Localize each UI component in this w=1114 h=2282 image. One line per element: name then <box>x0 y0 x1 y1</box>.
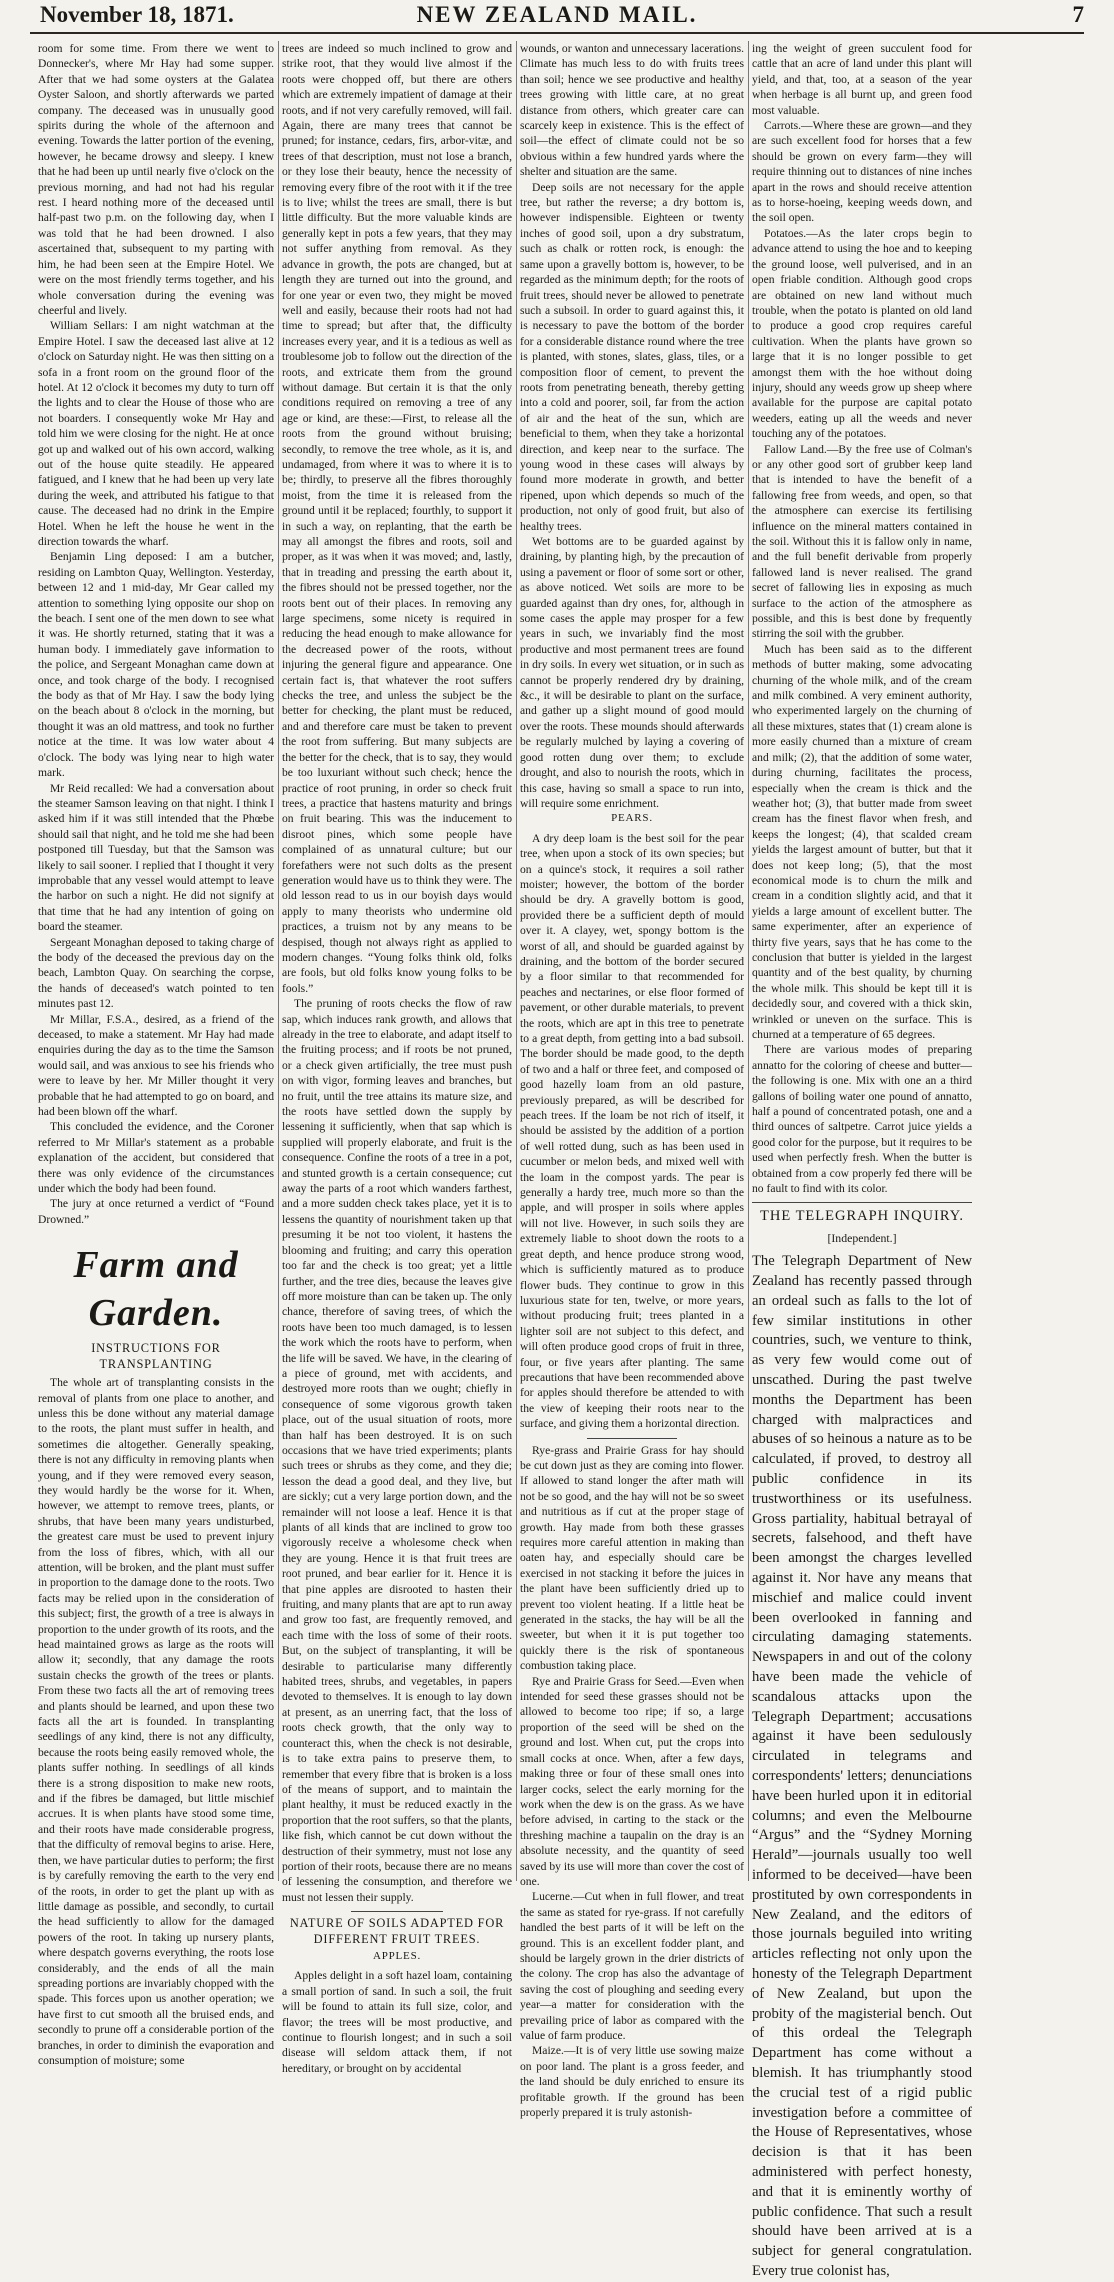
article-heading-transplanting: INSTRUCTIONS FOR TRANSPLANTING <box>91 1341 221 1371</box>
farm-note-paragraph: Rye and Prairie Grass for Seed.—Even when intended for seed these grasses should not be allowed to become too ripe; if so, a large proportion of the seed will be shed on the ground and lost. When cut, put the crops into small cocks at once. When, after a few days, making three or four of these small ones into larger cocks, select the early morning for the work when the dew is on the grass. As we have before advised, in carting to the stack or the threshing machine a taupalin on the dray is an absolute necessity, and the quantity of seed saved by its use will more than cover the cost of one. <box>520 1674 744 1888</box>
inquest-paragraph: Mr Reid recalled: We had a conversation about the steamer Samson leaving on that night. I think I asked him if it was still intended that the Phœbe should sail that night, and he told me she had been postponed till Tuesday, but that the Samson was likely to sail sooner. I replied that I thought it very improbable that any vessel would attempt to leave the harbor on such a night. He did not signify at that time that he had any intention of going on board the steamer. <box>38 781 274 934</box>
newspaper-title: NEW ZEALAND MAIL. <box>416 2 698 27</box>
farm-note-paragraph: Potatoes.—As the later crops begin to advance attend to using the hoe and to keeping the ground loose, well pulverised, and in an open friable condition. Although good crops are obtained on new land without much trouble, when the potato is planted on old land to produce a good crop requires careful cultivation. When the plants have grown so large that it is no longer possible to get amongst them with the hoe without doing injury, should any weeds grow up sheep where available for the purpose are capital potato weeders, eating up all the weeds and never touching any of the potatoes. <box>752 226 972 441</box>
divider <box>752 1202 972 1203</box>
farm-note-paragraph: Maize.—It is of very little use sowing maize on poor land. The plant is a gross feeder, and the land should be duly enriched to ensure its profitable growth. If the ground has been properly prepared it is truly astonish- <box>520 2044 744 2120</box>
article-paragraph: The whole art of transplanting consists in the removal of plants from one place to another, and unless this be done without any material damage to the roots, the plant must suffer in health, and sometimes die altogether. Generally speaking, there is not any difficulty in removing plants when young, and if they were removed every season, they would hardly be the worse for it. When, however, we attempt to remove trees, plants, or shrubs, that have been many years undisturbed, the greatest care must be used to prevent injury from the loss of fibres, which, with all our attention, will be broken, and the plant must suffer in proportion to the damage done to the roots. Two facts may be relied upon in the consideration of this subject; first, the growth of a tree is always in proportion to the under growth of its roots, and the head maintained grows as large as the roots will allow it; secondly, that any damage the roots sustain checks the growth of the trees or plants. From these two facts all the art of removing trees and plants should be learned, and upon these two facts all the art is founded. In transplanting seedlings of any kind, there is not any difficulty, because the roots being easily removed whole, the plants suffer nothing. In seedlings of all kinds there is a strong disposition to make new roots, and if the fibres be damaged, but little mischief accrues. It is when plants have stood some time, and their roots have made considerable progress, that the difficulty of removal begins to arise. Here, then, we have particular duties to perform; the first is by carefully removing the earth to the very end of the roots, in order to get the plant up with as little damage as possible, and secondly, to curtail the head sufficiently to allow for the damaged powers of the root. In taking up nursery plants, where despatch governs everything, the roots lose considerably, and the ends of all the main spreading portions are invariably chopped with the spade. This forces upon us another operation; we have first to cut smooth all the bruised ends, and secondly to prune off a considerable portion of the branches, in order to diminish the evaporation and consumption of moisture; some <box>38 1376 274 2067</box>
divider <box>587 1438 677 1439</box>
column-2 <box>282 41 512 2075</box>
divider <box>351 1911 443 1912</box>
column-rule <box>516 41 517 1881</box>
article-heading-soils: NATURE OF SOILS ADAPTED FOR DIFFERENT FRUIT TREES. <box>289 1916 505 1946</box>
article-paragraph: The pruning of roots checks the flow of raw sap, which induces rank growth, and allows that already in the tree to elaborate, and adapt itself to the fruiting process; and if roots be not pruned, or a check given artificially, the tree must push on with vigor, forming leaves and branches, but no fruit, until the tree attains its mature size, and the roots have settled down the supply by lessening it sufficiently, when that sap which is supplied will properly elaborate, and fruit is the consequence. Confine the roots of a tree in a pot, and stunted growth is a certain consequence; cut away the parts of a root which wanders farthest, and a more sudden check takes place, yet it is to lessens the quantity of nourishment taken up that presuming it be not too violent, it hastens the blooming and fruiting; and carry this operation too far and the check is too great; yet a little further, and the tree dies, because the leaves give off more moisture than can be taken up. The only chance, therefore of saving trees, of which the roots have been too much damaged, is to lessen the work which the roots have to perform, when the life will be saved. We have, in the clearing of a piece of ground, met with accidents, and destroyed more roots than we ought; chiefly in consequence of some vigorous growth taken place, out of the usual situation of roots, more than half has been destroyed. It is on such occasions that we have tried experiments; plants such trees or shrubs as they come, and they die; lesson the dead a good deal, and they live, but are sickly; cut a very large portion down, and the remainder will not loose a leaf. Hence it is that plants of all kinds that are inclined to grow too vigorously receive a wholesome check when they are young. Hence it is that fruit trees are root pruned, and bear earlier for it. Hence it is that pine apples are disrooted to hasten their fruiting, and many plants that are apt to run away and grow too fast, are frequently removed, and each time with the loss of some of their roots. But, on the subject of transplanting, it will be desirable to particularise many differently habited trees, shrubs, and vegetables, in papers devoted to themselves. It is enough to lay down at present, as an unerring fact, that the loss of roots check growth, that the only way to counteract this, when the check is not desirable, is to take extra pains to preserve them, to remember that every fibre that is broken is a loss of the means of support, and to maintain the plant healthy, it must be reduced exactly in the proportion that the root suffers, so that the plants, like fish, which cannot be cut down without the destruction of their symmetry, must not lose any portion of their roots, because there are no means of lessening the consumption, and therefore we must not lessen their supply. <box>282 997 512 1904</box>
inquest-verdict: The jury at once returned a verdict of “Found Drowned.” <box>38 1197 274 1226</box>
telegraph-paragraph: The Telegraph Department of New Zealand has recently passed through an ordeal such as falls to the lot of few similar institutions in other countries, such, we venture to think, as very few would come out of unscathed. During the past twelve months the Department has been charged with malpractices and abuses of so heinous a nature as to be calculated, if proved, to destroy all public confidence in its trustworthiness or its usefulness. Gross partiality, habitual betrayal of secrets, falsehood, and theft have been amongst the charges levelled against it. Nor have any means that mischief and malice could invent been overlooked in fanning and circulating damaging statements. Newspapers in and out of the colony have been made the vehicle of scandalous attacks upon the Telegraph Department; accusations against it have been sedulously circulated in telegrams and correspondents' letters; denunciations have been hurled upon it in editorial columns; and even the Melbourne “Argus” and the “Sydney Morning Herald”—journals usually too well informed to be deceived—have been prostituted by own correspondents in New Zealand, and the editors of those journals beguiled into writing articles reflecting not only upon the honesty of the Telegraph Department of New Zealand, but upon the probity of the magisterial bench. Out of this ordeal the Telegraph Department has come without a blemish. It has triumphantly stood the crucial test of a rigid public investigation before a committee of the House of Representatives, whose decision is that it has been administered with perfect honesty, and that it is eminently worthy of public confidence. That such a result should have been arrived at is a subject for general congratulation. Every true colonist has, <box>752 1253 972 2279</box>
inquest-paragraph: room for some time. From there we went to Donnecker's, where Mr Hay had some supper. After that we had some oysters at the Galatea Oyster Saloon, and shortly afterwards we parted company. The deceased was in unusually good spirits during the whole of the afternoon and evening. Towards the latter portion of the evening, however, he became drowsy and sleepy. I knew that he had been up until nearly five o'clock on the previous morning, and had not had his regular rest. I heard nothing more of the deceased until half-past two p.m. on the following day, when I was told that he had been drowned. I also ascertained that, subsequent to my parting with him, he had been seen at the Empire Hotel. We were on the most friendly terms together, and his whole conversation during the evening was cheerful and lively. <box>38 42 274 317</box>
inquest-paragraph: Mr Millar, F.S.A., desired, as a friend of the deceased, to make a statement. Mr Hay had made enquiries during the day as to the time the Samson would sail, and was anxious to see his friends who were to leave by her. Mr Miller thought it very probable that he had attempted to go on board, and had been blown off the wharf. <box>38 1012 274 1119</box>
farm-note-paragraph: Much has been said as to the different methods of butter making, some advocating churning of the whole milk, and of the cream and milk combined. A very eminent authority, who experimented largely on the churning of all these mixtures, states that (1) cream alone is more easily churned than a mixture of cream and milk; (2), that the addition of some water, during churning, facilitates the process, especially when the cream is thick and the weather hot; (3), that butter made from sweet cream has the finest flavor when fresh, and keeps the longest; (4), that scalded cream yields the largest amount of butter, but that it does not keep long; (5), that the most economical mode is to churn the milk and cream in a condition slightly acid, and that it yields a large amount of excellent butter. The same experimenter, after an experience of thirty five years, says that he has come to the conclusion that butter is yielded in the largest quantity and of the best quality, by churning the whole milk. This should be kept till it is decidedly sour, and covered with a thick skin, wrinkled or uneven on the surface. This is churned at a temperature of 65 degrees. <box>752 642 972 1041</box>
column-1 <box>38 41 274 2067</box>
farm-note-paragraph: Lucerne.—Cut when in full flower, and treat the same as stated for rye-grass. If not carefully handled the best parts of it will be left on the ground. This is an excellent fodder plant, and should be largely grown in the drier districts of the colony. The crop has also the advantage of saving the cost of ploughing and seeding every year—a matter for consideration with the prevailing price of labor as compared with the value of farm produce. <box>520 1890 744 2042</box>
page-number: 7 <box>1072 2 1084 27</box>
farm-note-paragraph: ing the weight of green succulent food for cattle that an acre of land under this plant will yield, and that, too, at a season of the year when herbage is all burnt up, and green food most valuable. <box>752 42 972 117</box>
article-paragraph: Wet bottoms are to be guarded against by draining, by planting high, by the precaution of using a pavement or floor of some sort or other, as above noticed. Wet soils are more to be guarded against than dry ones, for, although in some cases the apple may prosper for a few years in such, we invariably find the most productive and most permanent trees are found in dry soils. In every wet situation, or in such as cannot be properly rendered dry by draining, &c., it will be desirable to plant on the surface, and gather up a slight mound of good mould over the roots. These mounds should afterwards be regularly mulched by laying a covering of good rotten dung over them; to exclude drought, and also to nourish the roots, which in this case, having so small a space to run into, will require some enrichment. <box>520 535 744 810</box>
farm-note-paragraph: There are various modes of preparing annatto for the coloring of cheese and butter—the following is one. Mix with one an a third gallons of boiling water one pound of annatto, half a pound of concentrated potash, one and a third ounces of saltpetre. Carrot juice yields a good color for the purpose, but it requires to be used when perfectly fresh. When the butter is obtained from a cow properly fed there will be no fault to find with its color. <box>752 1043 972 1196</box>
section-title-farm-and-garden: Farm and Garden. <box>73 1244 239 1335</box>
column-rule <box>278 41 279 1881</box>
inquest-paragraph: This concluded the evidence, and the Coroner referred to Mr Millar's statement as a probable explanation of the accident, but considered that there was only evidence of the circumstances under which the body had been found. <box>38 1120 274 1196</box>
subheading-pears: PEARS. <box>611 812 653 825</box>
farm-note-paragraph: Carrots.—Where these are grown—and they are such excellent food for horses that a few should be grown on every farm—they will require thinning out to distances of nine inches apart in the rows and should receive attention as to horse-hoeing, keeping weeds down, and the soil open. <box>752 119 972 225</box>
issue-date: November 18, 1871. <box>40 2 234 27</box>
column-3 <box>520 41 744 2120</box>
article-heading-telegraph-inquiry: THE TELEGRAPH INQUIRY. <box>760 1208 964 1225</box>
masthead <box>30 0 1084 34</box>
subheading-apples: APPLES. <box>372 1949 422 1962</box>
inquest-paragraph: Sergeant Monaghan deposed to taking charge of the body of the deceased the previous day on the beach, Lambton Quay. On searching the corpse, the hands of deceased's watch pointed to ten minutes past 12. <box>38 935 274 1011</box>
farm-note-paragraph: Rye-grass and Prairie Grass for hay should be cut down just as they are coming into flower. If allowed to stand longer the after math will not be so good, and the hay will not be so sweet and nutritious as if cut at the proper stage of growth. Hay made from both these grasses requires more careful attention in making than oaten hay, and especially should care be exercised in not stacking it before the juices in the plant have been sufficiently dried up to prevent too violent heating. If a little heat be generated in the stacks, the hay will be all the sweeter, but when it it is put together too quickly there is the risk of spontaneous combustion taking place. <box>520 1443 744 1673</box>
article-source: [Independent.] <box>827 1230 897 1245</box>
inquest-paragraph: William Sellars: I am night watchman at the Empire Hotel. I saw the deceased last alive at 12 o'clock on Saturday night. He was then sitting on a sofa in a front room on the ground floor of the hotel. At 12 o'clock it becomes my duty to turn off the lights and to clear the House of those who are not boarders. I consequently woke Mr Hay and told him we were closing for the night. He at once got up and walked out of his own accord, walking out of the house quite steadily. He appeared fatigued, and I knew that he had been up very late during the week, and attributed his fatigue to that cause. The deceased had no drink in the Empire Hotel. When he left the house he went in the direction towards the wharf. <box>38 319 274 548</box>
inquest-paragraph: Benjamin Ling deposed: I am a butcher, residing on Lambton Quay, Wellington. Yesterday, between 12 and 1 mid-day, Mr Gear called my attention to something lying opposite our shop on the beach. I sent one of the men down to see what it was. He shortly returned, stating that it was a human body. I immediately gave information to the police, and Sergeant Monaghan came down at once, and took charge of the body. I recognised the body as that of Mr Hay. I saw the body lying on the beach about 8 o'clock in the morning, but thought it was an old mattress, and took no further notice at the time. It was low water about 4 o'clock. The body was lying near to high water mark. <box>38 550 274 780</box>
article-paragraph: Apples delight in a soft hazel loam, containing a small portion of sand. In such a soil, the fruit will be found to attain its full size, color, and flavor; the trees will be most productive, and continue to flourish longest; and in such a soil disease will seldom attack them, if not hereditary, or brought on by accidental <box>282 1969 512 2075</box>
column-rule <box>748 41 749 1881</box>
telegraph-article-body <box>752 1252 972 2281</box>
article-paragraph: Deep soils are not necessary for the apple tree, but rather the reverse; a dry bottom is, however indispensible. Eighteen or twenty inches of good soil, upon a dry substratum, such as chalk or rotten rock, is enough: the same upon a gravelly bottom is, however, to be regarded as the minimum depth; for the roots of fruit trees, should never be allowed to penetrate such a subsoil. In order to guard against this, it is necessary to pave the bottom of the border for a considerable distance round where the tree is planted, with stones, slates, glass, tiles, or a composition floor of cement, to prevent the roots from penetrating beneath, thereby getting into a cold and poorer, soil, far from the action of air and the heat of the sun, which are beneficial to them, when they take a horizontal direction, and keep near to the surface. The young wood in these cases will always by found more moderate in growth, and better ripened, upon which depends so much of the production, not only of good fruit, but also of healthy trees. <box>520 180 744 533</box>
column-4 <box>752 41 972 2279</box>
article-paragraph: A dry deep loam is the best soil for the pear tree, when upon a stock of its own species; but on a quince's stock, it requires a soil rather moister; however, the bottom of the border should be dry. A gravelly bottom is good, provided there be a sufficient depth of mould over it. A clayey, wet, spongy bottom is the worst of all, and should be guarded against by draining, and the bottom of the border secured by a floor similar to that recommended for peaches and nectarines, or else floor formed of pavement, or other durable materials, to prevent the roots, which are apt in this tree to penetrate to a great depth, from getting into a bad subsoil. The border should be made good, to the depth of two and a half or three feet, and composed of good hazelly loam from an old pasture, previously prepared, as will be described for peach trees. If the loam be not rich of itself, it should be assisted by the addition of a portion of well rotted dung, such as has been used in cucumber or melon beds, and mixed well with the loam in the compost yards. The pear is generally a hardy tree, much more so than the apple, and will prosper in soils where apples will not live. However, in such soils they are extremely liable to shoot down the roots to a great depth, and hence produce strong wood, which is sufficiently matured as to produce flower buds. They continue to grow in this luxurious state for ten, twelve, or more years, without producing fruit; trees planted in a lighter soil are not subject to this defect, and will often produce good crops of fruit in three, four, or five years after planting. The same precautions that have been recommended above for apples should therefore be attended to with the view of keeping their roots near to the surface, and giving them a horizontal direction. <box>520 831 744 1431</box>
article-paragraph: trees are indeed so much inclined to grow and strike root, that they would live almost if the roots were chopped off, but there are others which are extremely impatient of damage at their roots, and if not very carefully removed, will fail. Again, there are many trees that cannot be pruned; for instance, cedars, firs, arbor-vitæ, and trees of that description, must not lose a branch, or they lose their beauty, hence the necessity of removing every fibre of the root with it if the tree is to live; whilst the trees are small, there is but little difficulty. But the more valuable kinds are generally kept in pots a few years, that they may not suffer anything from removal. As they advance in growth, the pots are changed, but at length they are turned out into the ground, and for one year or even two, they might be moved well and easily, because their roots had not had time to spread; but after that, the difficulty increases every year, and it is a tedious as well as troublesome job to follow out the direction of the roots, and extricate them from the ground without damage. But certain it is that the only conditions required on removing a tree of any age or kind, are these:—First, to release all the roots from the ground without bruising; secondly, to remove the tree whole, as it is, and undamaged, from where it was to where it is to be; thirdly, to preserve all the fibres thoroughly moist, from the time it is released from the ground until it be replaced; fourthly, to support it in such a way, on replanting, that the earth be may all amongst the fibres and roots, soil and proper, as it was when it was moved; and, lastly, that in treading and pressing the earth about it, the fibres should not be pressed together, nor the roots bent out of their places. In removing any large specimens, some nicety is required in reducing the head enough to make allowance for the decreased power of the roots, without injuring the general figure and appearance. One certain fact is, that whatever the root suffers checks the tree, and unless the subject be the better for checking, the plant must be reduced, and and therefore care must be taken to prevent the root from suffering. But many subjects are the better for the check, that is to say, they would be too luxuriant without such check; hence the practice of root pruning, in order so check fruit trees, a practice that hastens maturity and brings on fruit bearing. This was the inducement to disroot pines, which some people have complained of as unnatural culture; but our forefathers were not such dolts as the present generation would have us to think they were. The old lesson read to us in our boyish days would apply to many theorists who undermine old practices, a truism not by any means to be despised, though not always right as applied to modern changes. “Young folks think old, folks are fools, but old folks know young folks to be fools.” <box>282 42 512 995</box>
article-paragraph: wounds, or wanton and unnecessary lacerations. Climate has much less to do with fruits trees than soil; hence we see productive and healthy trees growing with little care, at no great distance from others, which greater care can scarcely keep in existence. This is the effect of soil—the effect of climate could not be so obvious within a few hundred yards where the shelter and situation are the same. <box>520 42 744 179</box>
farm-note-paragraph: Fallow Land.—By the free use of Colman's or any other good sort of grubber keep land that is intended to have the benefit of a fallowing free from weeds, and open, so that the atmosphere can exercise its fertilising influence on the mineral matters contained in the soil. Without this it is fallow only in name, and the full benefit derivable from properly fallowed land is never realised. The grand secret of fallowing lies in exposing as much surface to the action of the atmosphere as possible, and this is best done by frequently stirring the soil with the grubber. <box>752 442 972 641</box>
